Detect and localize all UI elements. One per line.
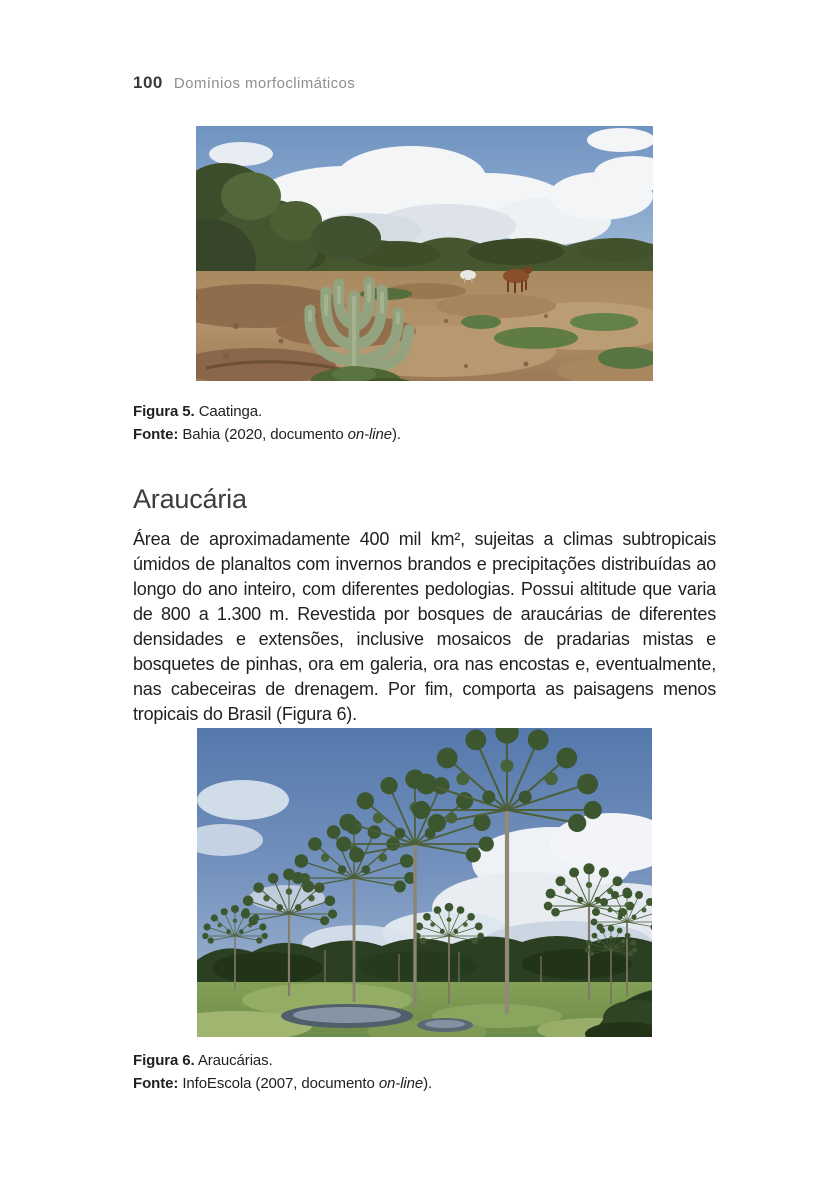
figure-5-source-suffix: ).	[391, 426, 401, 443]
figure-5-title: Caatinga.	[198, 403, 263, 420]
section-heading: Araucária	[133, 484, 247, 514]
page-number: 100	[133, 73, 163, 92]
figure-6-title: Araucárias.	[197, 1052, 273, 1069]
figure-5-label: Figura 5.	[133, 403, 195, 420]
figure-5-source-text: Bahia (2020, documento	[182, 426, 348, 443]
araucaria-photo	[197, 728, 652, 1037]
figure-6-caption-line	[133, 1049, 432, 1072]
figure-6-source-italic: on-line	[378, 1075, 424, 1092]
figure-5	[196, 126, 653, 381]
figure-6-source-text: InfoEscola (2007, documento	[182, 1075, 379, 1092]
figure-5-caption	[133, 400, 401, 446]
body-paragraph: Área de aproximadamente 400 mil km², sujeitas a climas subtropicais úmidos de planaltos com invernos brandos e precipitações distribuídas ao longo do ano inteiro, com diferentes pedologias. Possui altitude que varia de 800 a 1.300 m. Revestida por bosques de araucárias de diferentes densidades e extensões, inclusive mosaicos de pradarias mistas e bosquetes de pinhas, ora em galeria, ora nas encostas e, eventualmente, nas cabeceiras de drenagem. Por fim, comporta as paisagens menos tropicais do Brasil (Figura 6).	[133, 529, 716, 724]
figure-6-caption	[133, 1049, 432, 1095]
figure-6	[197, 728, 652, 1037]
figure-5-caption-line	[133, 400, 401, 423]
figure-6-label: Figura 6.	[133, 1052, 195, 1069]
figure-6-source-label: Fonte:	[133, 1075, 179, 1092]
figure-6-source	[133, 1072, 432, 1095]
caatinga-photo	[196, 126, 653, 381]
figure-5-source-italic: on-line	[347, 426, 392, 443]
ground	[196, 271, 653, 381]
running-title: Domínios morfoclimáticos	[173, 75, 356, 92]
figure-5-source	[133, 423, 401, 446]
page-header	[133, 73, 355, 93]
figure-5-source-label: Fonte:	[133, 426, 179, 443]
figure-6-source-suffix: ).	[423, 1075, 433, 1092]
